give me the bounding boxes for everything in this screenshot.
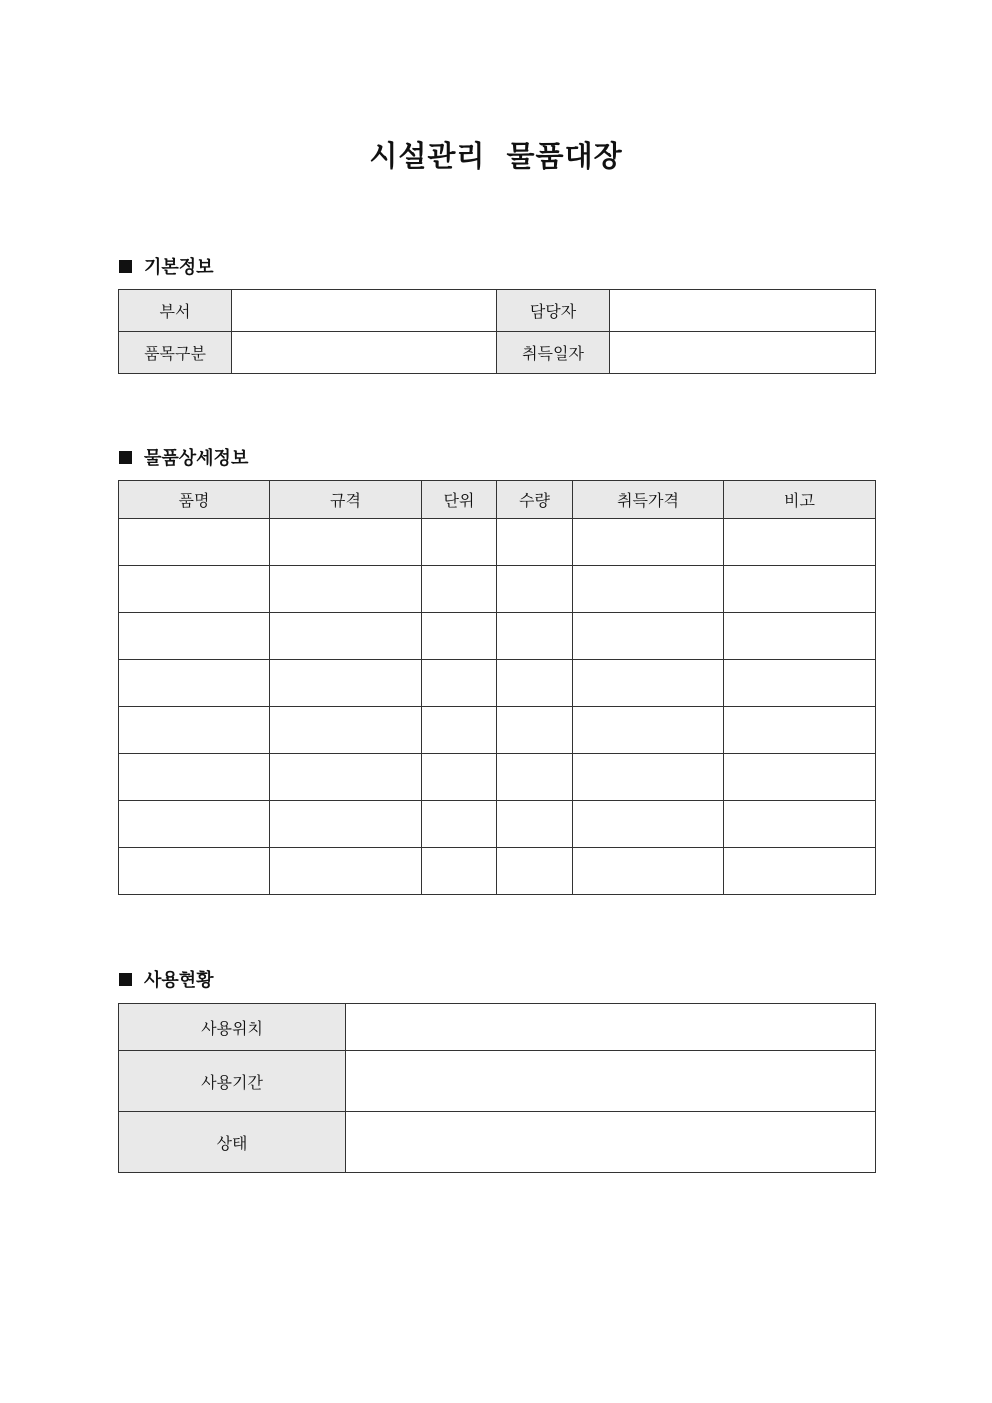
table-cell[interactable]	[270, 848, 422, 895]
table-cell[interactable]	[270, 707, 422, 754]
table-cell[interactable]	[119, 754, 270, 801]
table-row	[119, 848, 876, 895]
label-cell: 사용위치	[119, 1004, 346, 1051]
table-cell[interactable]	[422, 613, 497, 660]
square-bullet-icon	[119, 260, 132, 273]
table-row	[119, 1112, 876, 1173]
table-cell[interactable]	[724, 707, 876, 754]
label-cell: 취득일자	[497, 332, 610, 374]
table-cell[interactable]	[497, 660, 573, 707]
input-cell-department[interactable]	[232, 290, 497, 332]
column-header: 품명	[119, 481, 270, 519]
label-cell: 사용기간	[119, 1051, 346, 1112]
label-cell: 부서	[119, 290, 232, 332]
table-cell[interactable]	[270, 754, 422, 801]
table-cell[interactable]	[422, 660, 497, 707]
page-title: 시설관리 물품대장	[369, 139, 623, 173]
table-row	[119, 332, 876, 374]
input-cell-category[interactable]	[232, 332, 497, 374]
table-row	[119, 754, 876, 801]
table-cell[interactable]	[724, 660, 876, 707]
table-cell[interactable]	[497, 613, 573, 660]
table-header-row	[119, 481, 876, 519]
section-heading-detail-info	[119, 444, 248, 470]
input-cell-manager[interactable]	[610, 290, 876, 332]
table-cell[interactable]	[573, 566, 724, 613]
table-cell[interactable]	[724, 848, 876, 895]
table-cell[interactable]	[573, 801, 724, 848]
table-cell[interactable]	[422, 566, 497, 613]
table-row	[119, 1051, 876, 1112]
table-cell[interactable]	[724, 566, 876, 613]
section-heading-label: 사용현황	[144, 970, 214, 991]
table-row	[119, 707, 876, 754]
table-cell[interactable]	[573, 519, 724, 566]
table-cell[interactable]	[497, 566, 573, 613]
label-cell: 품목구분	[119, 332, 232, 374]
table-cell[interactable]	[497, 754, 573, 801]
table-cell[interactable]	[724, 613, 876, 660]
column-header: 취득가격	[573, 481, 724, 519]
section-heading-basic-info	[119, 253, 214, 279]
section-heading-usage	[119, 966, 214, 992]
table-cell[interactable]	[573, 754, 724, 801]
table-row	[119, 613, 876, 660]
table-cell[interactable]	[724, 519, 876, 566]
column-header: 규격	[270, 481, 422, 519]
table-cell[interactable]	[422, 754, 497, 801]
table-cell[interactable]	[119, 801, 270, 848]
table-cell[interactable]	[573, 660, 724, 707]
input-cell-usage-location[interactable]	[346, 1004, 876, 1051]
square-bullet-icon	[119, 973, 132, 986]
table-cell[interactable]	[422, 848, 497, 895]
table-row	[119, 290, 876, 332]
table-row	[119, 519, 876, 566]
table-cell[interactable]	[270, 613, 422, 660]
detail-info-table	[118, 480, 876, 895]
table-cell[interactable]	[422, 801, 497, 848]
input-cell-acquisition-date[interactable]	[610, 332, 876, 374]
input-cell-usage-period[interactable]	[346, 1051, 876, 1112]
table-row	[119, 1004, 876, 1051]
section-heading-label: 물품상세정보	[144, 448, 249, 469]
table-cell[interactable]	[573, 848, 724, 895]
table-cell[interactable]	[497, 519, 573, 566]
table-cell[interactable]	[270, 519, 422, 566]
table-cell[interactable]	[119, 566, 270, 613]
table-cell[interactable]	[119, 660, 270, 707]
label-cell: 상태	[119, 1112, 346, 1173]
table-cell[interactable]	[422, 519, 497, 566]
table-cell[interactable]	[497, 801, 573, 848]
input-cell-status[interactable]	[346, 1112, 876, 1173]
table-cell[interactable]	[270, 660, 422, 707]
square-bullet-icon	[119, 451, 132, 464]
section-heading-label: 기본정보	[144, 257, 214, 278]
column-header: 단위	[422, 481, 497, 519]
basic-info-table	[118, 289, 876, 374]
label-cell: 담당자	[497, 290, 610, 332]
table-cell[interactable]	[497, 848, 573, 895]
table-cell[interactable]	[270, 801, 422, 848]
table-cell[interactable]	[573, 613, 724, 660]
table-cell[interactable]	[724, 801, 876, 848]
table-cell[interactable]	[724, 754, 876, 801]
table-cell[interactable]	[270, 566, 422, 613]
column-header: 비고	[724, 481, 876, 519]
table-row	[119, 801, 876, 848]
table-cell[interactable]	[119, 613, 270, 660]
table-cell[interactable]	[573, 707, 724, 754]
table-row	[119, 660, 876, 707]
table-cell[interactable]	[422, 707, 497, 754]
usage-table	[118, 1003, 876, 1173]
table-cell[interactable]	[119, 707, 270, 754]
table-cell[interactable]	[119, 519, 270, 566]
column-header: 수량	[497, 481, 573, 519]
table-cell[interactable]	[497, 707, 573, 754]
table-row	[119, 566, 876, 613]
table-cell[interactable]	[119, 848, 270, 895]
